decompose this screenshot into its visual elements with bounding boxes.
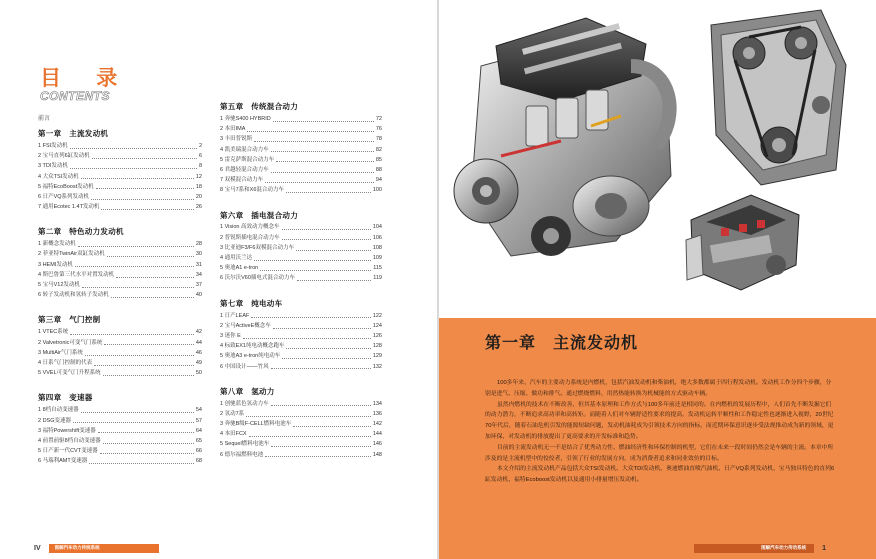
chapter-intro-text bbox=[485, 378, 837, 486]
footer-book-title: 图解汽车动力传统系统 bbox=[54, 545, 100, 550]
toc-entry[interactable] bbox=[38, 348, 202, 358]
leader-dots bbox=[247, 131, 374, 132]
entry-page: 8 bbox=[198, 163, 202, 170]
entry-page: 57 bbox=[195, 417, 202, 424]
entry-page: 12 bbox=[195, 173, 202, 180]
leader-dots bbox=[260, 270, 371, 271]
leader-dots bbox=[96, 188, 194, 189]
entry-page: 30 bbox=[195, 251, 202, 258]
leader-dots bbox=[271, 405, 371, 406]
leader-dots bbox=[276, 161, 374, 162]
toc-entry[interactable] bbox=[220, 362, 382, 372]
toc-entry[interactable] bbox=[220, 311, 382, 321]
entry-page: 128 bbox=[372, 343, 382, 350]
toc-entry[interactable] bbox=[220, 114, 382, 124]
entry-page: 40 bbox=[195, 292, 202, 299]
entry-title: 8 宝马7系和X6混合动力车 bbox=[220, 187, 284, 194]
entry-page: 31 bbox=[195, 261, 202, 268]
entry-title: 6 转子发动机和氢转子发动机 bbox=[38, 292, 109, 299]
toc-chapter-8 bbox=[220, 386, 382, 460]
entry-page: 136 bbox=[372, 410, 382, 417]
toc-title: 目 录 bbox=[40, 65, 132, 90]
entry-page: 126 bbox=[372, 332, 382, 339]
toc-subtitle: CONTENTS bbox=[40, 89, 110, 103]
entry-page: 124 bbox=[372, 322, 382, 329]
entry-page: 66 bbox=[195, 448, 202, 455]
entry-page: 115 bbox=[373, 265, 382, 272]
toc-entry[interactable] bbox=[220, 175, 382, 185]
entry-title: 2 氢动7系 bbox=[220, 410, 245, 417]
entry-title: 5 雷克萨斯混合动力车 bbox=[220, 156, 275, 163]
entry-page: 37 bbox=[195, 282, 202, 289]
entry-page: 68 bbox=[195, 458, 202, 465]
entry-page: 94 bbox=[375, 177, 382, 184]
toc-entry[interactable] bbox=[220, 223, 382, 233]
toc-entry[interactable] bbox=[38, 192, 202, 202]
toc-entry[interactable] bbox=[220, 399, 382, 409]
toc-entry[interactable] bbox=[38, 270, 202, 280]
page-footer-left bbox=[0, 543, 437, 553]
leader-dots bbox=[104, 344, 193, 345]
entry-title: 4 凯美瑞混合动力车 bbox=[220, 146, 269, 153]
leader-dots bbox=[271, 172, 374, 173]
leader-dots bbox=[116, 277, 194, 278]
entry-title: 3 奔驰B级F-CELL燃料电池车 bbox=[220, 421, 292, 428]
toc-entry[interactable] bbox=[220, 331, 382, 341]
toc-entry[interactable] bbox=[38, 151, 202, 161]
intro-paragraph: 目前的主流发动机无一不是结合了优秀动力性、燃油经济性和环保控制的机型，它们在未来一段时间仍然会是车辆的主流。本章中所涉及的是主流机型中的佼佼者，引领了行业的发展方向，成为消费者追求和同业效仿的目标。 bbox=[485, 444, 834, 462]
entry-title: 1 创驰蓝色氢动力车 bbox=[220, 400, 269, 407]
leader-dots bbox=[254, 260, 371, 261]
toc-entry[interactable] bbox=[220, 145, 382, 155]
entry-title: 1 新概念发动机 bbox=[38, 241, 76, 248]
leader-dots bbox=[81, 178, 194, 179]
chapter-title: 第二章 特色动力发动机 bbox=[38, 227, 124, 237]
entry-title: 2 菲亚特TwinAir双缸发动机 bbox=[38, 251, 105, 258]
toc-entry[interactable] bbox=[38, 141, 202, 151]
leader-dots bbox=[297, 280, 371, 281]
footer-bar bbox=[694, 544, 814, 553]
toc-preface: 前言 bbox=[38, 116, 51, 122]
toc-entry[interactable] bbox=[220, 263, 382, 273]
toc-entry[interactable] bbox=[220, 429, 382, 439]
toc-entry[interactable] bbox=[38, 358, 202, 368]
leader-dots bbox=[293, 426, 371, 427]
toc-entry[interactable] bbox=[220, 273, 382, 283]
toc-entry[interactable] bbox=[38, 161, 202, 171]
toc-chapter-6 bbox=[220, 210, 382, 284]
entry-page: 146 bbox=[372, 441, 382, 448]
leader-dots bbox=[75, 266, 194, 267]
entry-title: 7 双模混合动力车 bbox=[220, 177, 264, 184]
entry-page: 72 bbox=[375, 115, 382, 122]
entry-page: 85 bbox=[375, 156, 382, 163]
entry-page: 26 bbox=[195, 204, 202, 211]
page-number: 1 bbox=[822, 544, 826, 552]
entry-title: 4 通用沃兰达 bbox=[220, 255, 253, 262]
leader-dots bbox=[271, 368, 371, 369]
leader-dots bbox=[91, 199, 194, 200]
page-footer-right bbox=[439, 543, 876, 553]
entry-page: 18 bbox=[195, 183, 202, 190]
entry-title: 4 日系气门控制的代表 bbox=[38, 359, 93, 366]
entry-title: 6 君越轻混合动力车 bbox=[220, 166, 269, 173]
toc-entry[interactable] bbox=[220, 253, 382, 263]
engine-cutaway-illustration bbox=[441, 6, 691, 296]
toc-entry[interactable] bbox=[220, 185, 382, 195]
leader-dots bbox=[98, 432, 194, 433]
toc-entry[interactable] bbox=[220, 233, 382, 243]
intro-paragraph: 本文介绍的主流发动机产品包括大众TSI发动机、大众TDI发动机、奥迪燃油直喷汽油机、日产VQ系列发动机、宝马独具特色的直列6缸发动机、福特Ecoboost发动机以及通用小排量增压发动机。 bbox=[485, 466, 835, 484]
footer-bar bbox=[49, 544, 159, 553]
entry-page: 108 bbox=[372, 244, 382, 251]
leader-dots bbox=[243, 338, 371, 339]
leader-dots bbox=[73, 422, 194, 423]
leader-dots bbox=[254, 141, 374, 142]
chapter-title: 第五章 传统混合动力 bbox=[220, 102, 298, 111]
entry-page: 54 bbox=[195, 407, 202, 414]
leader-dots bbox=[286, 348, 370, 349]
entry-title: 5 福特EcoBoost发动机 bbox=[38, 183, 94, 190]
entry-page: 100 bbox=[372, 187, 382, 194]
entry-title: 2 宝马ActiveE概念车 bbox=[220, 322, 271, 329]
entry-title: 3 比亚迪F3/F6双模混合动力车 bbox=[220, 244, 294, 251]
entry-title: 1 日产LEAF bbox=[220, 312, 250, 319]
toc-entry[interactable] bbox=[38, 202, 202, 212]
chapter-title: 第七章 纯电动车 bbox=[220, 298, 283, 308]
entry-title: 1 VTEC系统 bbox=[38, 329, 69, 336]
leader-dots bbox=[107, 256, 194, 257]
leader-dots bbox=[246, 416, 371, 417]
leader-dots bbox=[273, 121, 374, 122]
entry-page: 82 bbox=[375, 146, 382, 153]
leader-dots bbox=[92, 158, 197, 159]
entry-title: 6 沃尔沃V60插电式混合动力车 bbox=[220, 275, 295, 282]
leader-dots bbox=[78, 246, 194, 247]
toc-entry[interactable] bbox=[38, 446, 202, 456]
chapter-opener-page bbox=[439, 0, 876, 559]
entry-title: 5 日产新一代CVT变速器 bbox=[38, 448, 98, 455]
entry-title: 1 奔驰S400 HYBRID bbox=[220, 115, 271, 122]
toc-entry[interactable] bbox=[38, 280, 202, 290]
toc-entry[interactable] bbox=[38, 250, 202, 260]
leader-dots bbox=[101, 209, 193, 210]
entry-title: 3 丰田普锐斯 bbox=[220, 136, 253, 143]
entry-page: 119 bbox=[373, 275, 382, 282]
leader-dots bbox=[85, 355, 194, 356]
entry-page: 129 bbox=[372, 353, 382, 360]
leader-dots bbox=[103, 443, 194, 444]
entry-title: 5 VVEL可变气门升程系统 bbox=[38, 370, 101, 377]
leader-dots bbox=[282, 239, 371, 240]
entry-page: 44 bbox=[195, 339, 202, 346]
leader-dots bbox=[82, 287, 194, 288]
entry-page: 122 bbox=[372, 312, 382, 319]
toc-entry[interactable] bbox=[38, 456, 202, 466]
entry-title: 4 大众TSI发动机 bbox=[38, 173, 79, 180]
entry-page: 132 bbox=[372, 363, 382, 370]
entry-page: 76 bbox=[375, 126, 382, 133]
entry-title: 1 FSI发动机 bbox=[38, 142, 68, 149]
entry-page: 106 bbox=[372, 234, 382, 241]
toc-page bbox=[0, 0, 437, 559]
leader-dots bbox=[273, 328, 371, 329]
entry-page: 49 bbox=[195, 359, 202, 366]
chapter-title: 第四章 变速器 bbox=[38, 393, 93, 403]
toc-entry[interactable] bbox=[220, 419, 382, 429]
leader-dots bbox=[103, 375, 194, 376]
toc-entry[interactable] bbox=[220, 351, 382, 361]
toc-entry[interactable] bbox=[220, 243, 382, 253]
entry-page: 104 bbox=[372, 224, 382, 231]
entry-title: 5 宝马V12发动机 bbox=[38, 282, 80, 289]
entry-title: 4 斯巴鲁第三代水平对置发动机 bbox=[38, 271, 115, 278]
toc-chapter-1 bbox=[38, 128, 202, 212]
footer-book-title: 图解汽车动力传动系统 bbox=[761, 545, 807, 550]
toc-entry[interactable] bbox=[38, 172, 202, 182]
toc-entry[interactable] bbox=[220, 165, 382, 175]
entry-title: 1 8档自动变速器 bbox=[38, 407, 79, 414]
leader-dots bbox=[251, 317, 370, 318]
toc-chapter-4 bbox=[38, 392, 202, 466]
entry-title: 5 Sequel燃料电池车 bbox=[220, 441, 270, 448]
toc-entry[interactable] bbox=[38, 290, 202, 300]
entry-title: 3 TDI发动机 bbox=[38, 163, 68, 170]
toc-entry[interactable] bbox=[220, 155, 382, 165]
toc-column-1 bbox=[38, 110, 202, 481]
leader-dots bbox=[249, 436, 371, 437]
toc-chapter-2 bbox=[38, 226, 202, 300]
toc-chapter-3 bbox=[38, 314, 202, 378]
toc-entry[interactable] bbox=[38, 416, 202, 426]
toc-entry[interactable] bbox=[38, 182, 202, 192]
toc-entry[interactable] bbox=[38, 368, 202, 378]
toc-entry[interactable] bbox=[38, 327, 202, 337]
toc-entry[interactable] bbox=[220, 450, 382, 460]
chapter-title: 第一章 主流发动机 bbox=[38, 129, 109, 138]
entry-title: 6 德尔福燃料电池 bbox=[220, 451, 264, 458]
leader-dots bbox=[296, 250, 371, 251]
toc-entry[interactable] bbox=[220, 124, 382, 134]
entry-title: 3 MultiAir气门系统 bbox=[38, 349, 83, 356]
entry-title: 2 本田IMA bbox=[220, 126, 246, 133]
toc-entry[interactable] bbox=[220, 134, 382, 144]
toc-entry[interactable] bbox=[220, 321, 382, 331]
entry-title: 2 Valvetronic可变气门系统 bbox=[38, 339, 103, 346]
toc-entry[interactable] bbox=[38, 405, 202, 415]
entry-page: 144 bbox=[372, 431, 382, 438]
entry-page: 46 bbox=[195, 349, 202, 356]
leader-dots bbox=[81, 412, 194, 413]
entry-title: 2 普锐斯插电混合动力车 bbox=[220, 234, 280, 241]
leader-dots bbox=[70, 334, 194, 335]
toc-entry[interactable] bbox=[38, 239, 202, 249]
entry-page: 142 bbox=[372, 421, 382, 428]
chapter-intro-panel bbox=[439, 318, 876, 559]
leader-dots bbox=[282, 358, 371, 359]
chapter-heading: 第一章 主流发动机 bbox=[485, 335, 639, 352]
toc-entry[interactable] bbox=[38, 260, 202, 270]
entry-title: 3 HEMI发动机 bbox=[38, 261, 73, 268]
toc-chapter-7 bbox=[220, 298, 382, 372]
leader-dots bbox=[111, 297, 194, 298]
entry-title: 6 马瑞利AMT变速器 bbox=[38, 458, 88, 465]
toc-entry[interactable] bbox=[38, 426, 202, 436]
leader-dots bbox=[271, 446, 371, 447]
entry-page: 134 bbox=[372, 400, 382, 407]
entry-page: 65 bbox=[195, 437, 202, 444]
entry-page: 109 bbox=[372, 255, 382, 262]
leader-dots bbox=[70, 168, 197, 169]
leader-dots bbox=[89, 463, 194, 464]
toc-entry[interactable] bbox=[220, 409, 382, 419]
entry-title: 7 通用Ecotec 1.4T发动机 bbox=[38, 204, 100, 211]
leader-dots bbox=[70, 148, 197, 149]
leader-dots bbox=[94, 365, 194, 366]
engine-illustrations bbox=[439, 0, 876, 318]
entry-page: 34 bbox=[195, 271, 202, 278]
entry-title: 5 奥迪A1 e-tron bbox=[220, 265, 259, 272]
intro-paragraph: 100多年来，汽车的主要动力系统是内燃机，包括汽油发动机和柴油机，绝大多数都属于四行程发动机。发动机工作分四个步骤，分别是进气、压缩、做功和排气。通过燃烧燃料，用然热能转换为机械能的方式驱动车辆。 bbox=[485, 380, 832, 397]
entry-page: 78 bbox=[375, 136, 382, 143]
entry-title: 3 迷你 E bbox=[220, 332, 241, 339]
chapter-title: 第六章 插电混合动力 bbox=[220, 210, 298, 220]
entry-title: 2 宝马直列6缸发动机 bbox=[38, 153, 90, 160]
entry-page: 20 bbox=[195, 193, 202, 200]
chapter-title: 第三章 气门控制 bbox=[38, 315, 101, 325]
toc-entry[interactable] bbox=[220, 341, 382, 351]
chapter-title: 第八章 氢动力 bbox=[220, 386, 275, 396]
leader-dots bbox=[286, 192, 371, 193]
entry-title: 5 奥迪A3 e-tron纯电动车 bbox=[220, 353, 281, 360]
leader-dots bbox=[282, 229, 371, 230]
entry-title: 4 本田FCX bbox=[220, 431, 247, 438]
toc-column-2 bbox=[220, 101, 382, 474]
entry-title: 3 福特Powershift变速器 bbox=[38, 427, 96, 434]
toc-chapter-5 bbox=[220, 101, 382, 196]
intro-paragraph: 虽然内燃机的技术在不断改善，但其基本原理和工作方式与100多年前还是相同的。在内燃机的发展历程中，人们首先不断发掘它们的动力潜力，不断追求高功率和高转矩。而随着人们对车辆舒适性要求的提高，发动机运转平顺性和工作稳定性也逐渐进入视野，20世纪70年代后，随着石油危机引发的能源短缺问题，发动机油耗成为引领技术方向的指标，而近期环保意识逐步受法规推动成为新的领域，更加环保，对发动机的排放提出了更高要求的开发标准和趋势。 bbox=[485, 401, 834, 440]
page-number: IV bbox=[34, 544, 41, 552]
compact-engine-illustration bbox=[681, 180, 806, 295]
entry-page: 28 bbox=[195, 241, 202, 248]
leader-dots bbox=[265, 456, 371, 457]
toc-entry[interactable] bbox=[38, 338, 202, 348]
entry-page: 42 bbox=[195, 329, 202, 336]
leader-dots bbox=[271, 151, 374, 152]
entry-title: 4 前置前驱8档自动变速器 bbox=[38, 437, 101, 444]
entry-title: 1 Vision 高效动力概念车 bbox=[220, 224, 280, 231]
entry-title: 2 DSG变速器 bbox=[38, 417, 72, 424]
entry-title: 6 中国设计——竹风 bbox=[220, 363, 269, 370]
entry-title: 6 日产VQ系列发动机 bbox=[38, 193, 90, 200]
timing-chain-engine-illustration bbox=[701, 5, 851, 190]
toc-entry[interactable] bbox=[38, 436, 202, 446]
toc-entry[interactable] bbox=[220, 440, 382, 450]
entry-page: 2 bbox=[198, 142, 202, 149]
entry-page: 148 bbox=[372, 451, 382, 458]
leader-dots bbox=[265, 182, 374, 183]
entry-page: 50 bbox=[195, 370, 202, 377]
leader-dots bbox=[100, 453, 194, 454]
entry-page: 88 bbox=[375, 166, 382, 173]
entry-page: 6 bbox=[198, 153, 202, 160]
entry-page: 64 bbox=[195, 427, 202, 434]
entry-title: 4 标致EX1纯电动概念跑车 bbox=[220, 343, 285, 350]
